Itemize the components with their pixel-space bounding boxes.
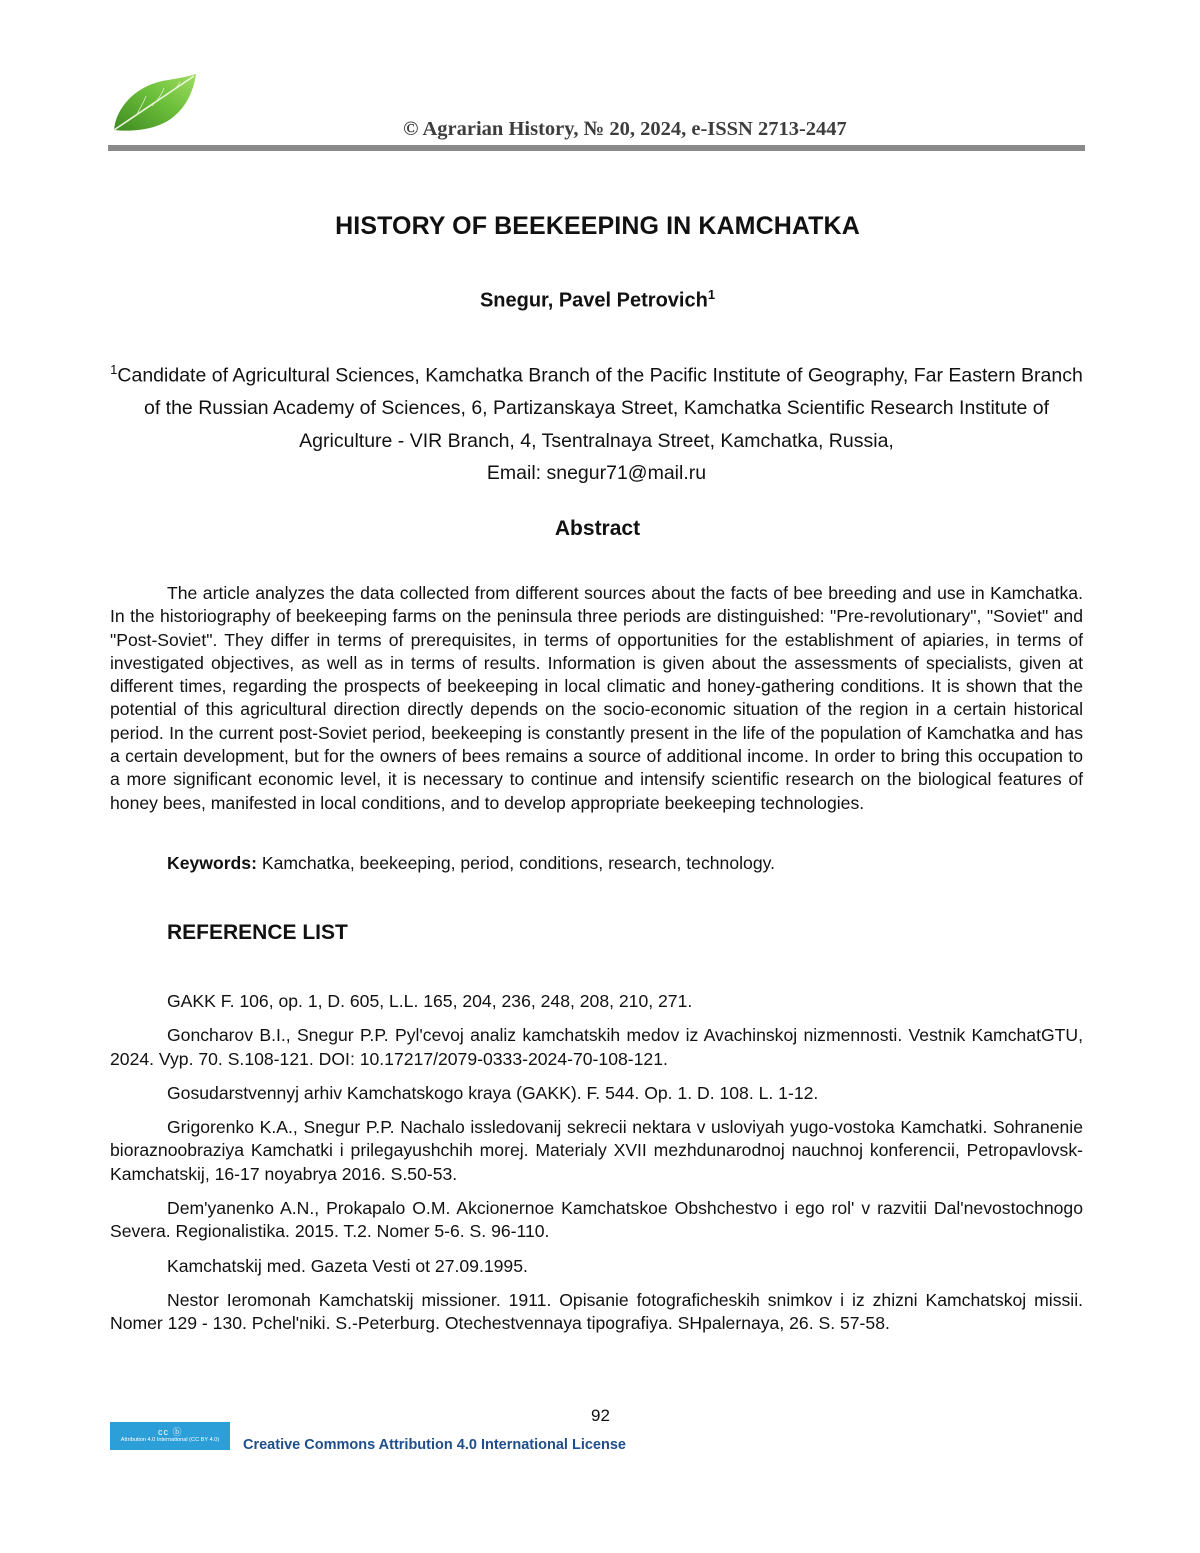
license-text: Creative Commons Attribution 4.0 International License <box>243 1437 626 1453</box>
keywords-label: Keywords: <box>167 853 257 873</box>
affiliation <box>108 354 1085 490</box>
author-name <box>0 287 1195 313</box>
header-rule <box>108 145 1085 151</box>
cc-license-badge[interactable] <box>110 1422 230 1450</box>
reference-item: Goncharov B.I., Snegur P.P. Pyl'cevoj analiz kamchatskih medov iz Avachinskoj nizmennosti. Vestnik KamchatGTU, 2024. Vyp. 70. S.108-121. DOI: 10.17217/2079-0333-2024-70-108-121. <box>110 1025 1083 1069</box>
abstract-heading: Abstract <box>554 517 641 540</box>
reference-item: GAKK F. 106, op. 1, D. 605, L.L. 165, 204, 236, 248, 208, 210, 271. <box>167 991 693 1011</box>
reference-list-heading: REFERENCE LIST <box>167 921 348 944</box>
reference-item: Grigorenko K.A., Snegur P.P. Nachalo issledovanij sekrecii nektara v usloviyah yugo-vostoka Kamchatki. Sohranenie bioraznoobraziya Kamchatki i prilegayushchih morej. Materialy XVII mezhdunarodnoj nauchnoj konferencii, Petropavlovsk-Kamchatskij, 16-17 noyabrya 2016. S.50-53. <box>110 1117 1083 1184</box>
reference-list <box>110 990 1083 1347</box>
reference-item: Kamchatskij med. Gazeta Vesti ot 27.09.1995. <box>167 1255 528 1276</box>
article-title: HISTORY OF BEEKEEPING IN KAMCHATKA <box>335 212 860 240</box>
abstract-text: The article analyzes the data collected from different sources about the facts of bee breeding and use in Kamchatka. In the historiography of beekeeping farms on the peninsula three periods are distinguished: "Pre-revolutionary", "Soviet" and "Post-Soviet". They differ in terms of prerequisites, in terms of opportunities for the establishment of apiaries, in terms of investigated objectives, as well as in terms of results. Information is given about the assessments of specialists, given at different times, regarding the prospects of beekeeping in local climatic and honey-gathering conditions. It is shown that the potential of this agricultural direction directly depends on the socio-economic situation of the region in a certain historical period. In the current post-Soviet period, beekeeping is constantly present in the life of the population of Kamchatka and has a certain development, but for the owners of bees remains a source of additional income. In order to bring this occupation to a more significant economic level, it is necessary to continue and intensify scientific research on the biological features of honey bees, manifested in local conditions, and to develop appropriate beekeeping technologies. <box>110 583 1083 813</box>
page-number: 92 <box>591 1406 610 1425</box>
journal-header: © Agrarian History, № 20, 2024, e-ISSN 2713-2447 <box>403 118 847 140</box>
reference-item: Gosudarstvennyj arhiv Kamchatskogo kraya (GAKK). F. 544. Op. 1. D. 108. L. 1-12. <box>167 1082 819 1103</box>
affiliation-superscript: 1 <box>110 362 118 377</box>
cc-by-icon: cc ⓑ <box>158 1427 183 1437</box>
cc-badge-text: Attribution 4.0 International (CC BY 4.0) <box>120 1437 220 1443</box>
keywords-text: Kamchatka, beekeeping, period, conditions, research, technology. <box>256 853 775 873</box>
reference-item: Dem'yanenko A.N., Prokapalo O.M. Akcionernoe Kamchatskoe Obshchestvo i ego rol' v razvitii Dal'nevostochnogo Severa. Regionalistika. 2015. T.2. Nomer 5-6. S. 96-110. <box>110 1198 1083 1242</box>
author-superscript: 1 <box>707 287 716 302</box>
author-email: Email: snegur71@mail.ru <box>486 462 707 484</box>
affiliation-text: Candidate of Agricultural Sciences, Kamchatka Branch of the Pacific Institute of Geography, Far Eastern Branch of the Russian Academy of Sciences, 6, Partizanskaya Street, Kamchatka Scientific Research Institute of Agriculture - VIR Branch, 4, Tsentralnaya Street, Kamchatka, Russia, <box>117 364 1083 452</box>
keywords <box>110 852 1083 875</box>
author-text: Snegur, Pavel Petrovich <box>479 289 708 312</box>
reference-item: Nestor Ieromonah Kamchatskij missioner. 1911. Opisanie fotograficheskih snimkov i iz zhizni Kamchatskoj missii. Nomer 129 - 130. Pchel'niki. S.-Peterburg. Otechestvennaya tipografiya. SHpalernaya, 26. S. 57-58. <box>110 1289 1083 1334</box>
